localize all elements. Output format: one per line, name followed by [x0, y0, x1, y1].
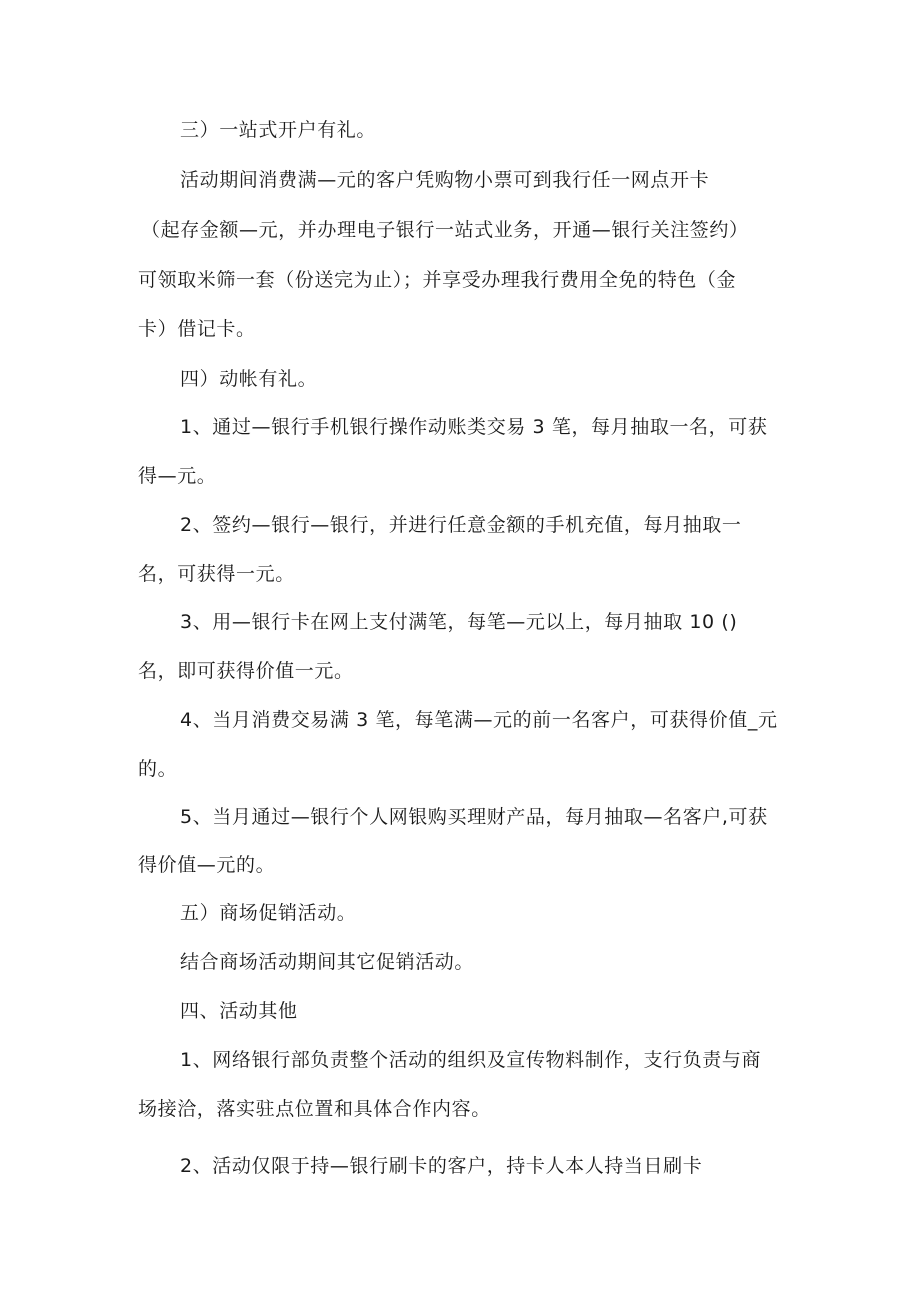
list-item-line: 2、活动仅限于持—银行刷卡的客户，持卡人本人持当日刷卡	[180, 1155, 703, 1177]
list-item-line: 得—元。	[138, 465, 217, 487]
paragraph-line: （起存金额—元，并办理电子银行一站式业务，开通—银行关注签约）	[141, 219, 749, 241]
section-heading-other: 四、活动其他	[180, 1000, 298, 1022]
list-item-line: 名，可获得一元。	[138, 563, 295, 585]
paragraph-line: 可领取米筛一套（份送完为止）；并享受办理我行费用全免的特色（金	[138, 269, 737, 291]
list-item-line: 名，即可获得价值一元。	[138, 660, 354, 682]
section-heading-account-activity: 四）动帐有礼。	[180, 368, 318, 390]
list-item-line: 场接洽，落实驻点位置和具体合作内容。	[138, 1098, 491, 1120]
section-heading-mall-promotion: 五）商场促销活动。	[180, 902, 357, 924]
paragraph-line: 活动期间消费满—元的客户凭购物小票可到我行任一网点开卡	[180, 169, 710, 191]
list-item-line: 5、当月通过—银行个人网银购买理财产品，每月抽取—名客户,可获	[180, 806, 768, 828]
list-item-line: 得价值—元的。	[138, 854, 276, 876]
list-item-line: 2、签约—银行—银行，并进行任意金额的手机充值，每月抽取一	[180, 514, 742, 536]
paragraph-line: 结合商场活动期间其它促销活动。	[180, 951, 475, 973]
paragraph-line: 卡）借记卡。	[138, 318, 256, 340]
list-item-line: 1、通过—银行手机银行操作动账类交易 3 笔，每月抽取一名，可获	[180, 416, 768, 438]
list-item-line: 4、当月消费交易满 3 笔，每笔满—元的前一名客户，可获得价值_元	[180, 709, 778, 731]
list-item-line: 的。	[138, 758, 178, 780]
list-item-line: 3、用—银行卡在网上支付满笔，每笔—元以上，每月抽取 10 ()	[180, 611, 738, 633]
section-heading-one-stop-account: 三）一站式开户有礼。	[180, 119, 377, 141]
list-item-line: 1、网络银行部负责整个活动的组织及宣传物料制作，支行负责与商	[180, 1049, 762, 1071]
